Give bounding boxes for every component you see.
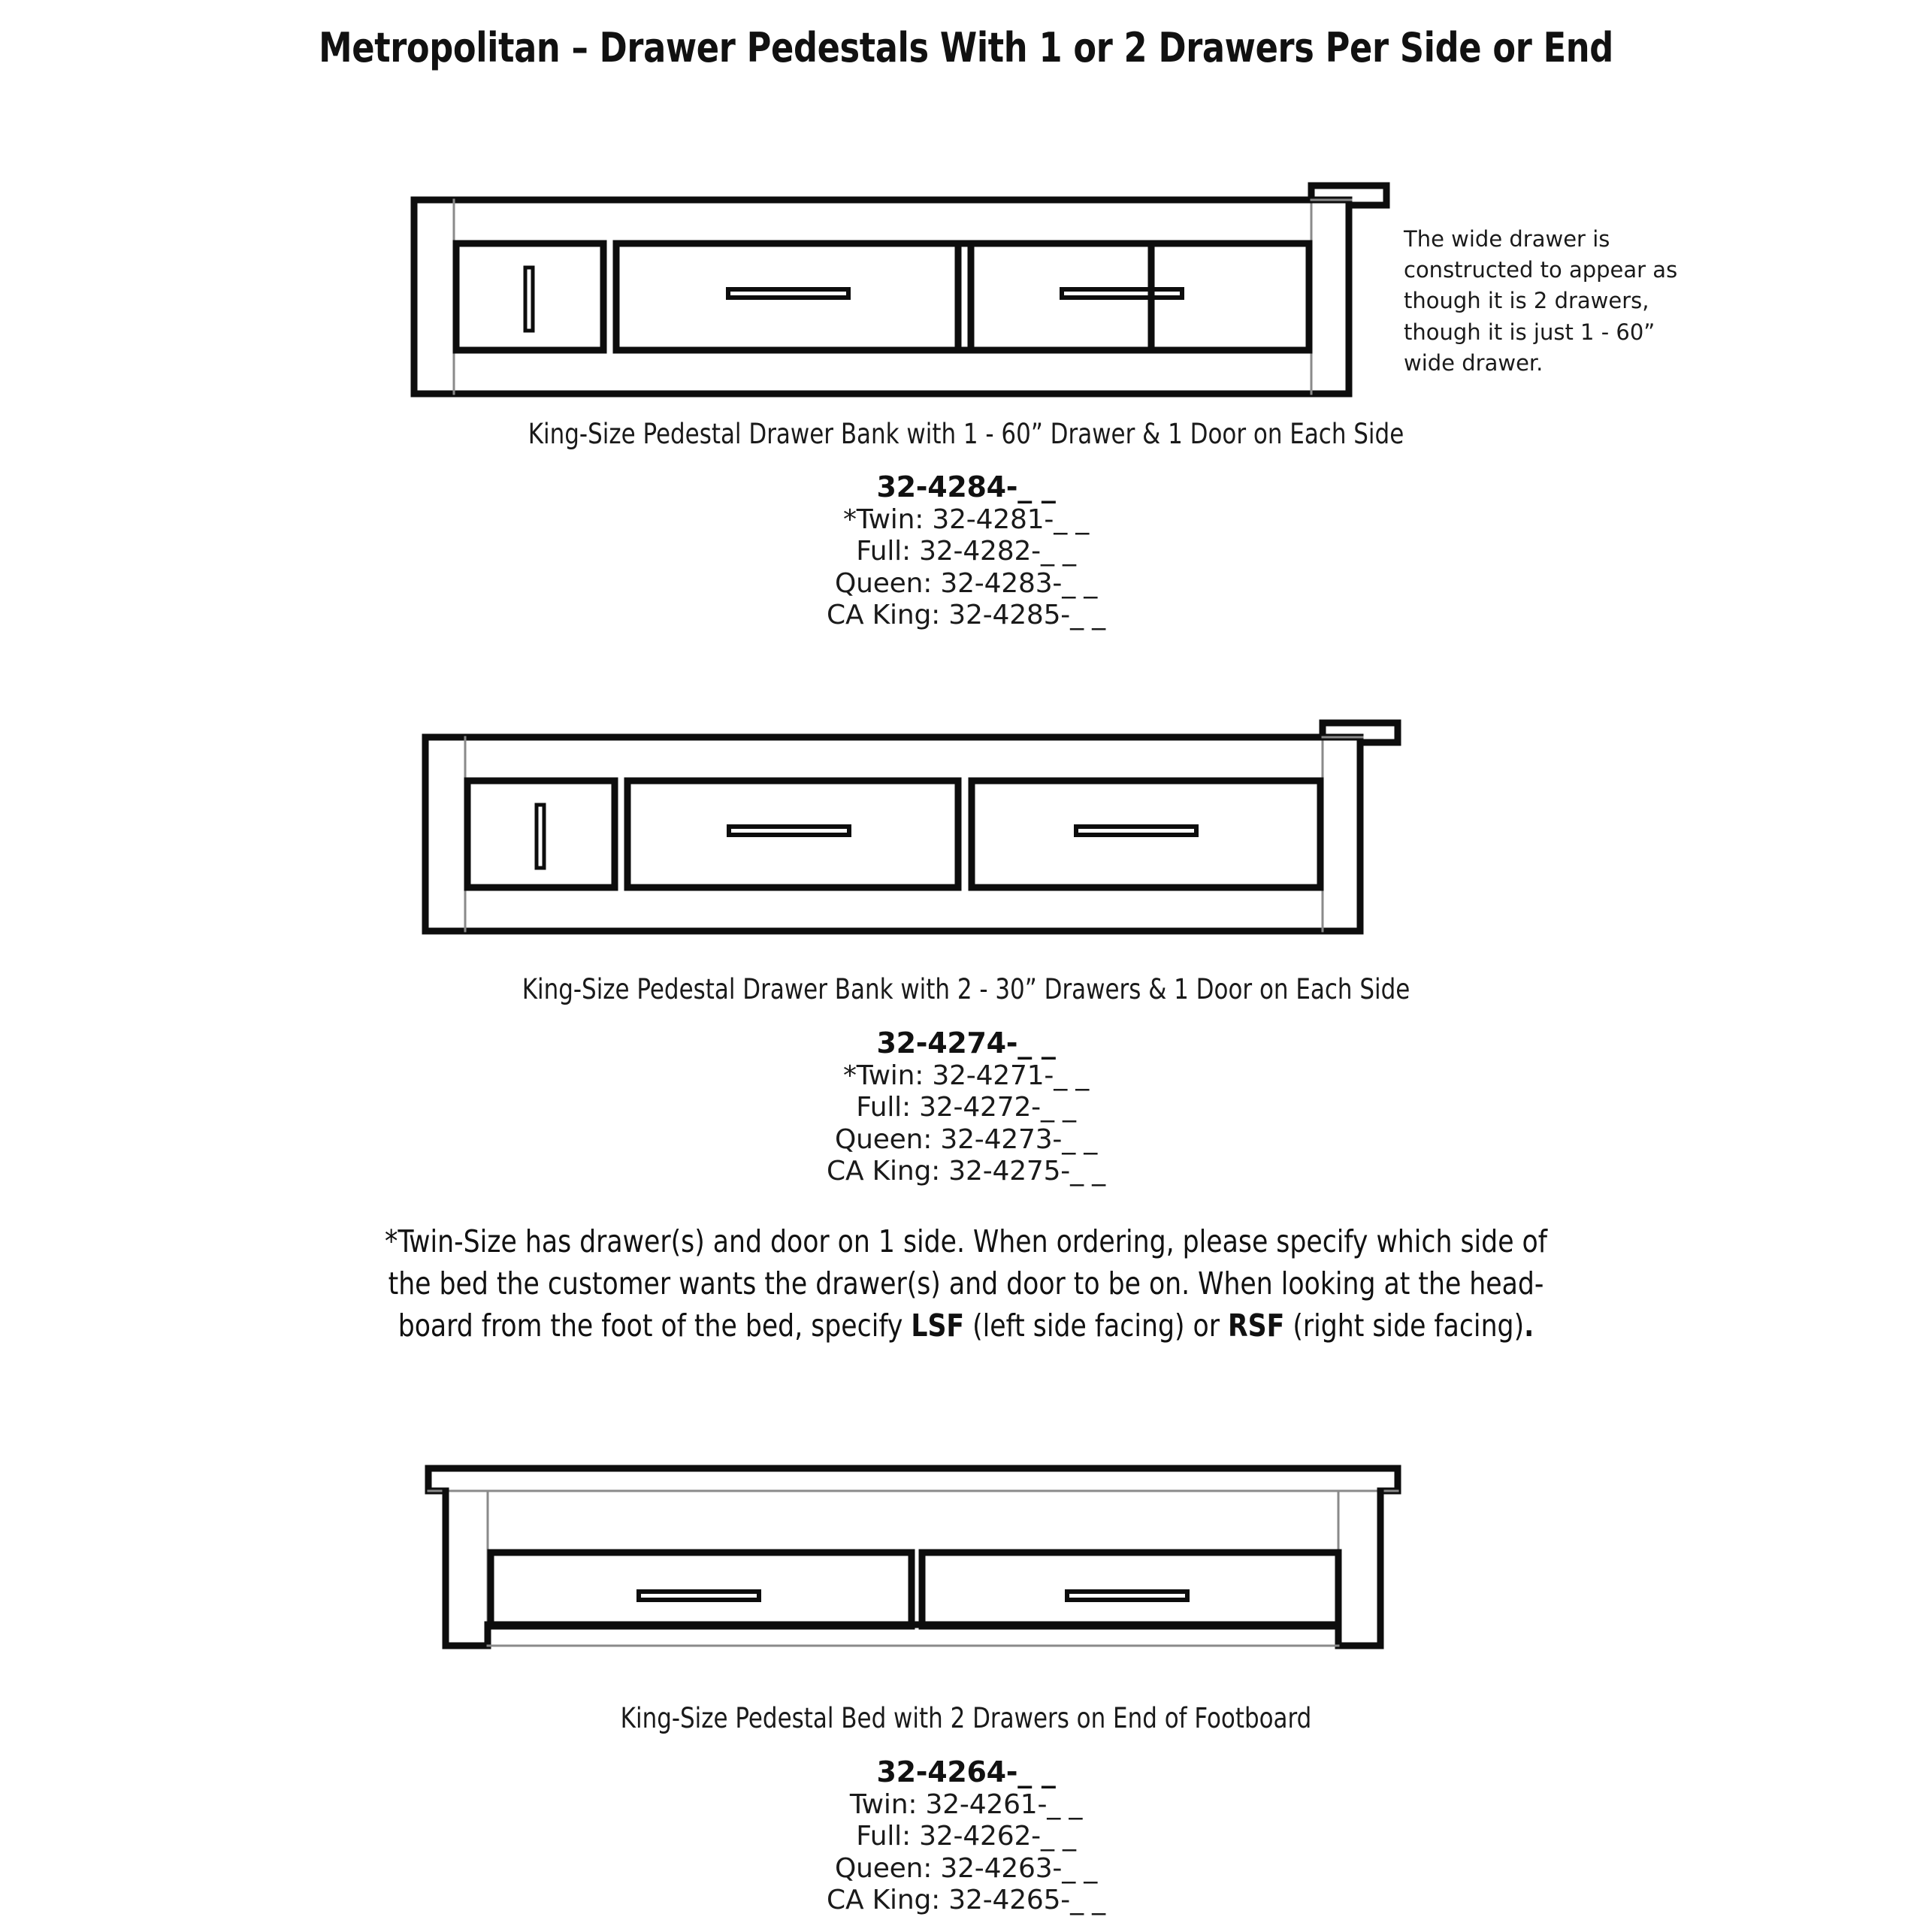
figure-3-code-caking: CA King: 32-4265-_ _: [827, 1885, 1105, 1916]
side-note-line-5: wide drawer.: [1404, 349, 1543, 376]
figure-3-code-twin: Twin: 32-4261-_ _: [849, 1788, 1083, 1820]
figure-1-code-queen: Queen: 32-4283-_ _: [834, 567, 1098, 599]
drawing-king-pedestal-drawer-bank-one-wide-drawer: [410, 180, 1394, 410]
twin-note-line-3-period: .: [1524, 1307, 1534, 1344]
figure-1-drawing-king-pedestal-one-wide-drawer: [410, 180, 1394, 410]
figure-1-code-caking: CA King: 32-4285-_ _: [827, 600, 1105, 631]
figure-1-codes: [0, 470, 1932, 632]
twin-note-rsf-label: RSF: [1227, 1307, 1285, 1344]
twin-note-line-3: [58, 1305, 1874, 1347]
figure-3-code-main: 32-4264-_ _: [876, 1755, 1056, 1788]
figure-2-drawing-king-pedestal-two-drawers: [421, 718, 1405, 947]
figure-1-code-full: Full: 32-4282-_ _: [856, 536, 1076, 567]
figure-2-caption: King-Size Pedestal Drawer Bank with 2 - 30” Drawers & 1 Door on Each Side: [522, 973, 1410, 1005]
figure-2-code-full: Full: 32-4272-_ _: [856, 1092, 1076, 1123]
figure-2-codes: [0, 1026, 1932, 1188]
side-note-line-3: though it is 2 drawers,: [1404, 288, 1649, 314]
twin-note-line-3-pre: board from the foot of the bed, specify: [398, 1307, 912, 1344]
figure-1-code-main: 32-4284-_ _: [876, 470, 1056, 503]
figure-3-code-full: Full: 32-4262-_ _: [856, 1821, 1076, 1852]
drawing-king-pedestal-bed-footboard-two-drawers: [425, 1458, 1401, 1683]
twin-note-line-3-mid: (left side facing) or: [964, 1307, 1228, 1344]
figure-2-code-caking: CA King: 32-4275-_ _: [827, 1156, 1105, 1187]
twin-note-line-2: the bed the customer wants the drawer(s) and door to be on. When looking at the head-: [388, 1265, 1544, 1302]
figure-3-code-queen: Queen: 32-4263-_ _: [834, 1852, 1098, 1884]
twin-note-lsf-label: LSF: [911, 1307, 965, 1344]
side-note-line-4: though it is just 1 - 60”: [1404, 319, 1655, 345]
figure-1-code-twin: *Twin: 32-4281-_ _: [842, 503, 1090, 535]
twin-note-line-3-post: (right side facing): [1284, 1307, 1525, 1344]
twin-note-line-1: *Twin-Size has drawer(s) and door on 1 side. When ordering, please specify which side of: [385, 1223, 1547, 1259]
figure-3-codes: [0, 1755, 1932, 1917]
figure-2-code-main: 32-4274-_ _: [876, 1026, 1056, 1060]
figure-2-code-queen: Queen: 32-4273-_ _: [834, 1123, 1098, 1155]
side-note-line-1: The wide drawer is: [1404, 226, 1610, 252]
figure-1-caption: King-Size Pedestal Drawer Bank with 1 - 60” Drawer & 1 Door on Each Side: [528, 418, 1404, 450]
figure-2-code-twin: *Twin: 32-4271-_ _: [842, 1060, 1090, 1091]
figure-3-caption: King-Size Pedestal Bed with 2 Drawers on End of Footboard: [620, 1702, 1312, 1734]
drawing-king-pedestal-drawer-bank-two-drawers: [421, 718, 1405, 947]
page-title: Metropolitan – Drawer Pedestals With 1 or 2 Drawers Per Side or End: [319, 24, 1613, 71]
twin-size-note: [58, 1221, 1874, 1347]
figure-3-drawing-king-pedestal-footboard: [425, 1458, 1401, 1683]
side-note-line-2: constructed to appear as: [1404, 257, 1678, 283]
wide-drawer-side-note: [1404, 224, 1678, 379]
